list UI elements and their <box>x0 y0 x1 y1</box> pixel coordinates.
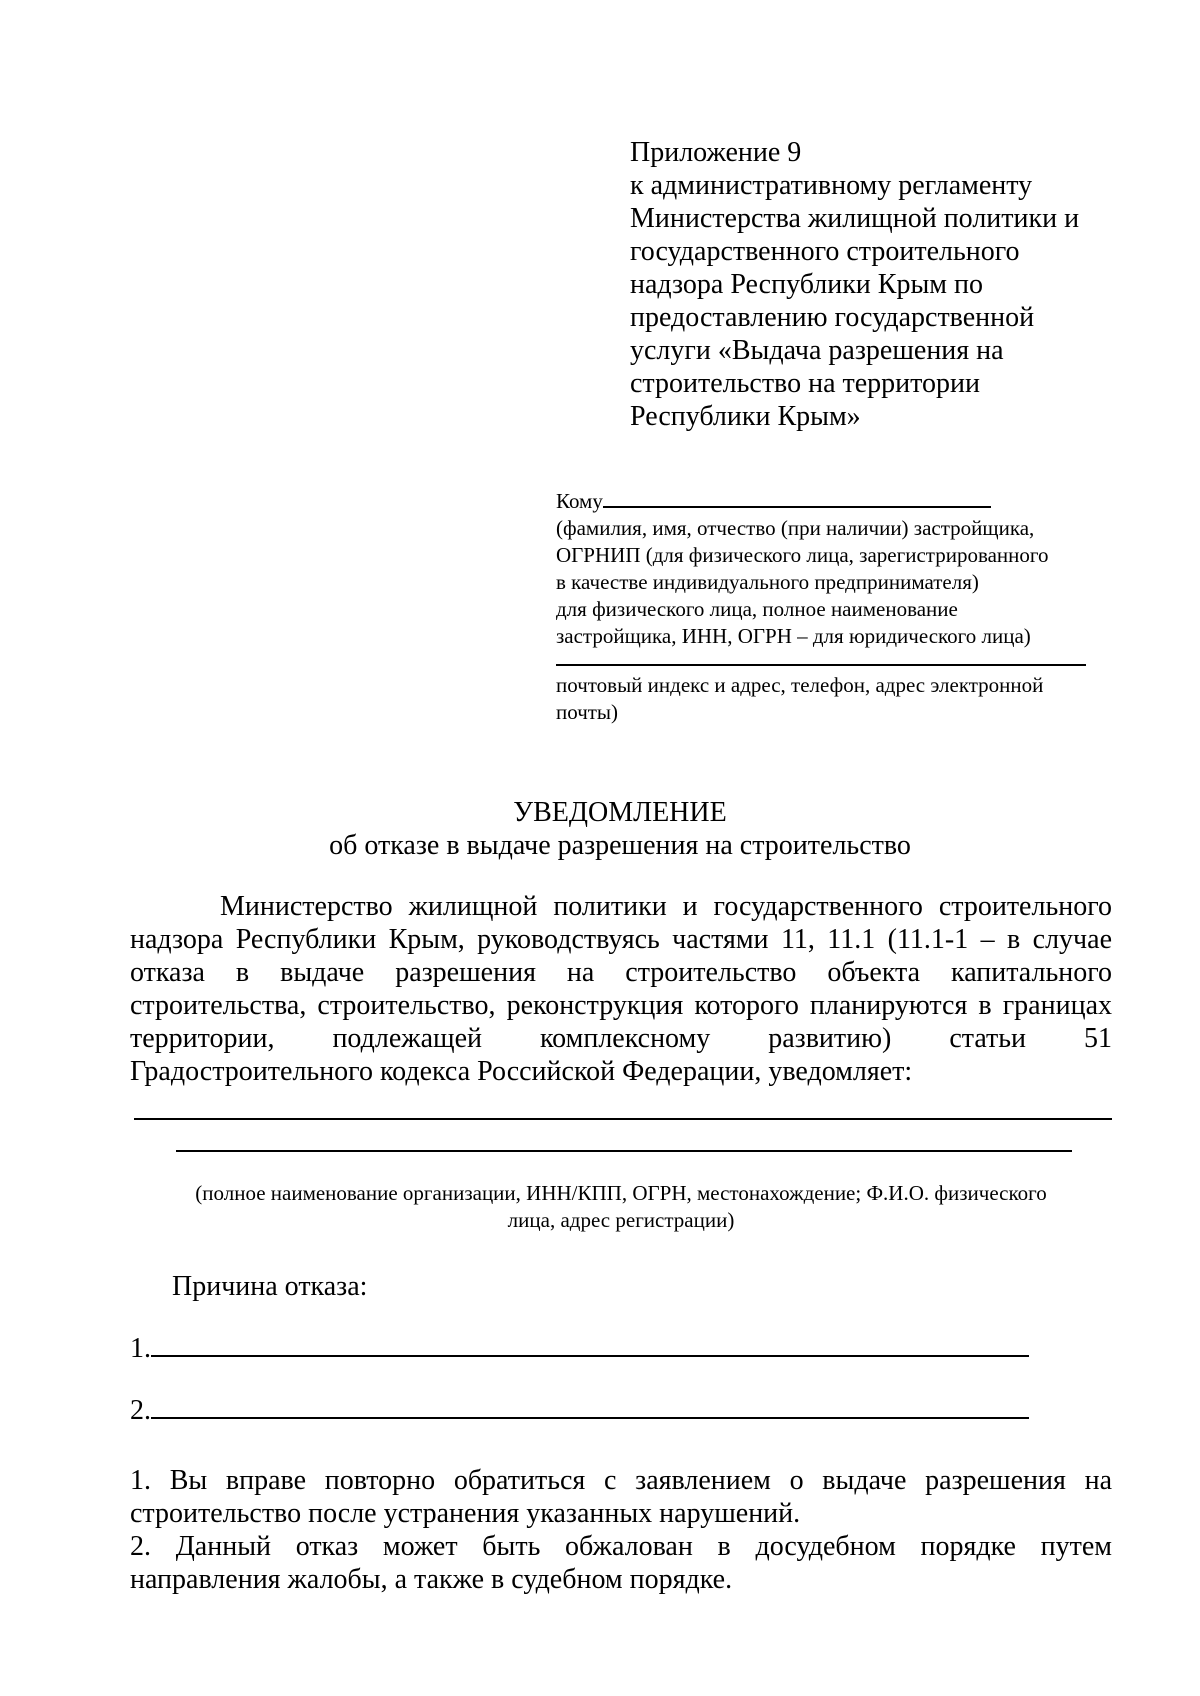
recipient-address-field[interactable] <box>556 664 1086 666</box>
refusal-reason-row <box>130 1332 1029 1365</box>
appendix-line: Республики Крым» <box>630 401 861 432</box>
recipient-address-line: почты) <box>556 700 619 724</box>
recipient-detail-line: (фамилия, имя, отчество (при наличии) застройщика, <box>556 516 1035 540</box>
body-line: отказа в выдаче разрешения на строительство объекта капитального <box>130 957 1112 988</box>
appendix-line: услуги «Выдача разрешения на <box>630 335 1004 366</box>
appendix-line: предоставлению государственной <box>630 302 1035 333</box>
appendix-line: Приложение 9 <box>630 137 802 168</box>
recipient-detail-line: ОГРНИП (для физического лица, зарегистрированного <box>556 543 1049 567</box>
appendix-line: к административному регламенту <box>630 170 1033 201</box>
appendix-line: Министерства жилищной политики и <box>630 203 1080 234</box>
recipient-detail-line: застройщика, ИНН, ОГРН – для юридического лица) <box>556 624 1031 648</box>
note-line: строительство после устранения указанных нарушений. <box>130 1498 801 1529</box>
refusal-reason-row <box>130 1394 1029 1427</box>
refusal-reason-number: 1. <box>130 1333 151 1364</box>
body-paragraph <box>130 890 1112 1088</box>
caption-line: лица, адрес регистрации) <box>507 1208 735 1232</box>
refusal-reason-label: Причина отказа: <box>172 1271 368 1302</box>
caption-line: (полное наименование организации, ИНН/КПП, ОГРН, местонахождение; Ф.И.О. физического <box>195 1181 1047 1205</box>
recipient-name-field[interactable] <box>603 488 991 508</box>
body-line: строительства, строительство, реконструкция которого планируются в границах <box>130 990 1112 1021</box>
organization-caption <box>130 1180 1112 1234</box>
recipient-detail-line: для физического лица, полное наименование <box>556 597 958 621</box>
note-line: направления жалобы, а также в судебном порядке. <box>130 1564 733 1595</box>
document-title: УВЕДОМЛЕНИЕ <box>513 797 727 828</box>
organization-field-line-2[interactable] <box>176 1150 1072 1152</box>
refusal-reason-field-2[interactable] <box>151 1395 1029 1419</box>
appendix-line: государственного строительного <box>630 236 1020 267</box>
body-line: Министерство жилищной политики и государственного строительного <box>220 891 1112 922</box>
recipient-to-label: Кому <box>556 489 603 513</box>
refusal-reason-field-1[interactable] <box>151 1333 1029 1357</box>
organization-field-line-1[interactable] <box>134 1118 1112 1120</box>
note-line: 1. Вы вправе повторно обратиться с заявлением о выдаче разрешения на <box>130 1465 1112 1496</box>
body-line: территории, подлежащей комплексному развитию) статьи 51 <box>130 1023 1112 1054</box>
notes-block <box>130 1464 1112 1596</box>
body-line: надзора Республики Крым, руководствуясь частями 11, 11.1 (11.1-1 – в случае <box>130 924 1112 955</box>
note-line: 2. Данный отказ может быть обжалован в досудебном порядке путем <box>130 1531 1112 1562</box>
appendix-line: строительство на территории <box>630 368 980 399</box>
appendix-line: надзора Республики Крым по <box>630 269 983 300</box>
appendix-header <box>630 136 1150 433</box>
recipient-address-line: почтовый индекс и адрес, телефон, адрес электронной <box>556 673 1044 697</box>
refusal-reason-number: 2. <box>130 1395 151 1426</box>
recipient-to-row <box>556 488 1156 515</box>
recipient-block <box>556 488 1156 726</box>
body-line: Градостроительного кодекса Российской Федерации, уведомляет: <box>130 1056 913 1087</box>
document-subtitle: об отказе в выдаче разрешения на строительство <box>329 830 911 861</box>
recipient-detail-line: в качестве индивидуального предпринимателя) <box>556 570 979 594</box>
